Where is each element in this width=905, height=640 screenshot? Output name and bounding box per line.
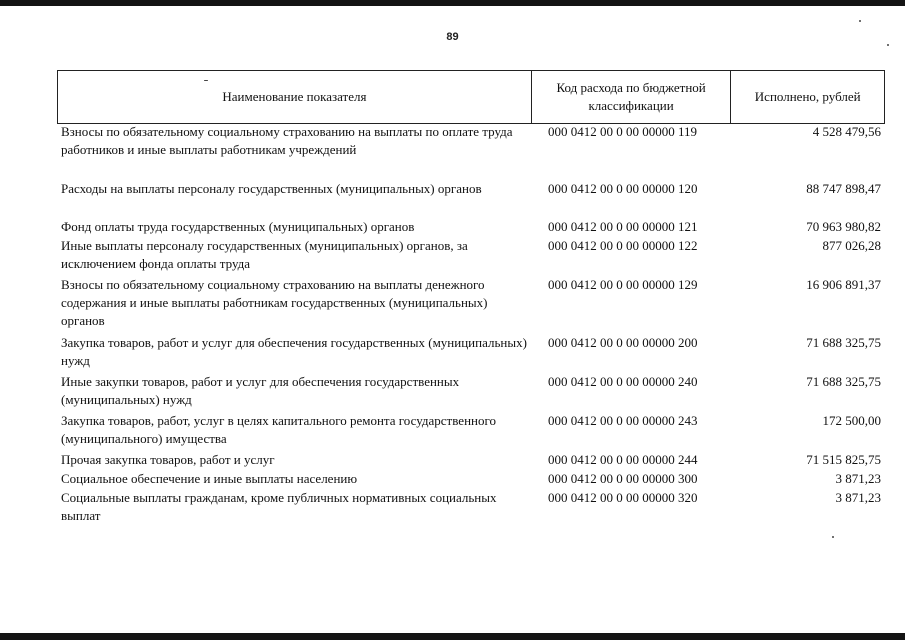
table-header <box>57 70 885 124</box>
top-border-rule <box>0 0 905 6</box>
row-name: Иные закупки товаров, работ и услуг для обеспечения государственных (муниципальных) нужд <box>61 374 460 407</box>
table-body <box>61 123 885 527</box>
bottom-border-rule <box>0 633 905 640</box>
row-name: Закупка товаров, работ и услуг для обеспечения государственных (муниципальных) нужд <box>61 335 527 368</box>
row-amount: 71 688 325,75 <box>806 335 881 350</box>
table-row <box>61 237 885 276</box>
row-amount: 3 871,23 <box>835 490 881 505</box>
table-row <box>61 489 885 527</box>
row-amount: 70 963 980,82 <box>806 219 881 234</box>
table-row <box>61 334 885 373</box>
row-code: 000 0412 00 0 00 00000 244 <box>548 452 698 467</box>
row-name: Закупка товаров, работ, услуг в целях капитального ремонта государственного (муниципального) имущества <box>61 413 496 446</box>
table-row <box>61 470 885 489</box>
table-row <box>61 451 885 470</box>
row-amount: 877 026,28 <box>822 238 881 253</box>
table-row <box>61 218 885 237</box>
row-code: 000 0412 00 0 00 00000 120 <box>548 181 698 196</box>
row-code: 000 0412 00 0 00 00000 119 <box>548 124 698 139</box>
header-code-column: Код расхода по бюджетной классификации <box>532 71 732 123</box>
row-code: 000 0412 00 0 00 00000 243 <box>548 413 698 428</box>
table-row <box>61 180 885 218</box>
row-amount: 172 500,00 <box>822 413 881 428</box>
row-amount: 16 906 891,37 <box>806 277 881 292</box>
table-row <box>61 276 885 334</box>
row-name: Фонд оплаты труда государственных (муниципальных) органов <box>61 219 415 234</box>
row-name: Иные выплаты персоналу государственных (муниципальных) органов, за исключением фонда оплаты труда <box>61 238 468 271</box>
row-code: 000 0412 00 0 00 00000 121 <box>548 219 698 234</box>
table-row <box>61 123 885 180</box>
row-code: 000 0412 00 0 00 00000 122 <box>548 238 698 253</box>
row-amount: 71 688 325,75 <box>806 374 881 389</box>
table-row <box>61 412 885 451</box>
row-name: Взносы по обязательному социальному страхованию на выплаты по оплате труда работников и иные выплаты работникам учреждений <box>61 124 513 157</box>
header-amount-column: Исполнено, рублей <box>754 89 861 104</box>
row-name: Взносы по обязательному социальному страхованию на выплаты денежного содержания и иные выплаты работникам государственных (муниципальных) органов <box>61 277 488 328</box>
table-row <box>61 373 885 412</box>
scan-speck <box>859 20 861 22</box>
row-amount: 3 871,23 <box>835 471 881 486</box>
row-code: 000 0412 00 0 00 00000 240 <box>548 374 698 389</box>
row-amount: 71 515 825,75 <box>806 452 881 467</box>
row-code: 000 0412 00 0 00 00000 129 <box>548 277 698 292</box>
row-name: Социальное обеспечение и иные выплаты населению <box>61 471 358 486</box>
row-code: 000 0412 00 0 00 00000 200 <box>548 335 698 350</box>
scan-speck <box>887 44 889 46</box>
page-number: 89 <box>446 31 459 43</box>
row-name: Прочая закупка товаров, работ и услуг <box>61 452 275 467</box>
row-amount: 4 528 479,56 <box>812 124 881 139</box>
header-name-column: Наименование показателя <box>58 71 532 123</box>
row-code: 000 0412 00 0 00 00000 300 <box>548 471 698 486</box>
row-code: 000 0412 00 0 00 00000 320 <box>548 490 698 505</box>
row-amount: 88 747 898,47 <box>806 181 881 196</box>
row-name: Социальные выплаты гражданам, кроме публичных нормативных социальных выплат <box>61 490 497 523</box>
scan-speck <box>832 536 834 538</box>
row-name: Расходы на выплаты персоналу государственных (муниципальных) органов <box>61 181 482 196</box>
